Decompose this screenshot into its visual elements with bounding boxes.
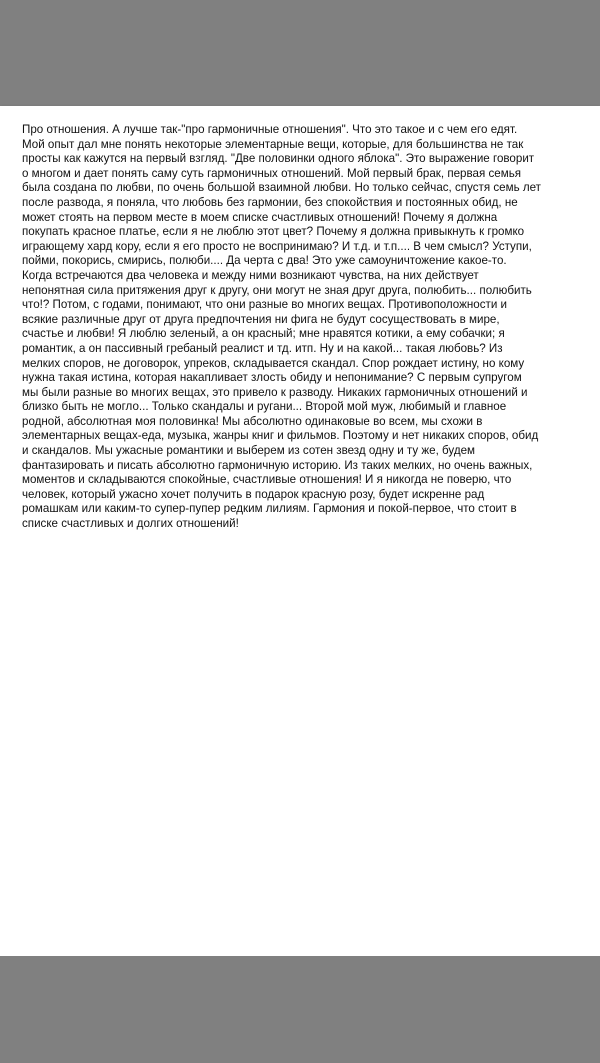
document-text: Про отношения. А лучше так-"про гармоничные отношения". Что это такое и с чем его едят. Мой опыт дал мне понять некоторые элементарные вещи, которые, для большинства не так просты как кажутся на первый взгляд. "Две половинки одного яблока". Это выражение говорит о многом и дает понять саму суть гармоничных отношений. Мой первый брак, первая семья была создана по любви, по очень большой взаимной любви. Но только сейчас, спустя семь лет после развода, я поняла, что любовь без гармонии, без спокойствия и постоянных обид, не может стоять на первом месте в моем списке счастливых отношений! Почему я должна покупать красное платье, если я не люблю этот цвет? Почему я должна привыкнуть к громко играющему хард кору, если я его просто не воспринимаю? И т.д. и т.п.... В чем смысл? Уступи, пойми, покорись, смирись, полюби.... Да черта с два! Это уже самоуничтожение какое-то. Когда встречаются два человека и между ними возникают чувства, на них действует непонятная сила притяжения друг к другу, они могут не зная друг друга, полюбить... полюбить что!? Потом, с годами, понимают, что они разные во многих вещах. Противоположности и всякие различные друг от друга предпочтения ни фига не будут сосуществовать в мире, счастье и любви! Я люблю зеленый, а он красный; мне нравятся котики, а ему собачки; я романтик, а он пассивный гребаный реалист и тд. итп. Ну и на какой... такая любовь? Из мелких споров, не договорок, упреков, складывается скандал. Спор рождает истину, но кому нужна такая истина, которая накапливает злость обиду и непонимание? С первым супругом мы были разные во многих вещах, это привело к разводу. Никаких гармоничных отношений и близко быть не могло... Только скандалы и ругани... Второй мой муж, любимый и главное родной, абсолютная моя половинка! Мы абсолютно одинаковые во всем, мы схожи в элементарных вещах-еда, музыка, жанры книг и фильмов. Поэтому и нет никаких споров, обид и скандалов. Мы ужасные романтики и выберем из сотен звезд одну и ту же, будем фантазировать и писать абсолютно гармоничную историю. Из таких мелких, но очень важных, моментов и складываются спокойные, счастливые отношения! И я никогда не поверю, что человек, который ужасно хочет получить в подарок красную розу, будет искренне рад ромашкам или каким-то супер-пупер редким лилиям. Гармония и покой-первое, что стоит в списке счастливых и долгих отношений! xyxy=(22,123,541,531)
document-page xyxy=(0,106,600,956)
bottom-background xyxy=(0,956,600,1063)
top-background xyxy=(0,0,600,106)
